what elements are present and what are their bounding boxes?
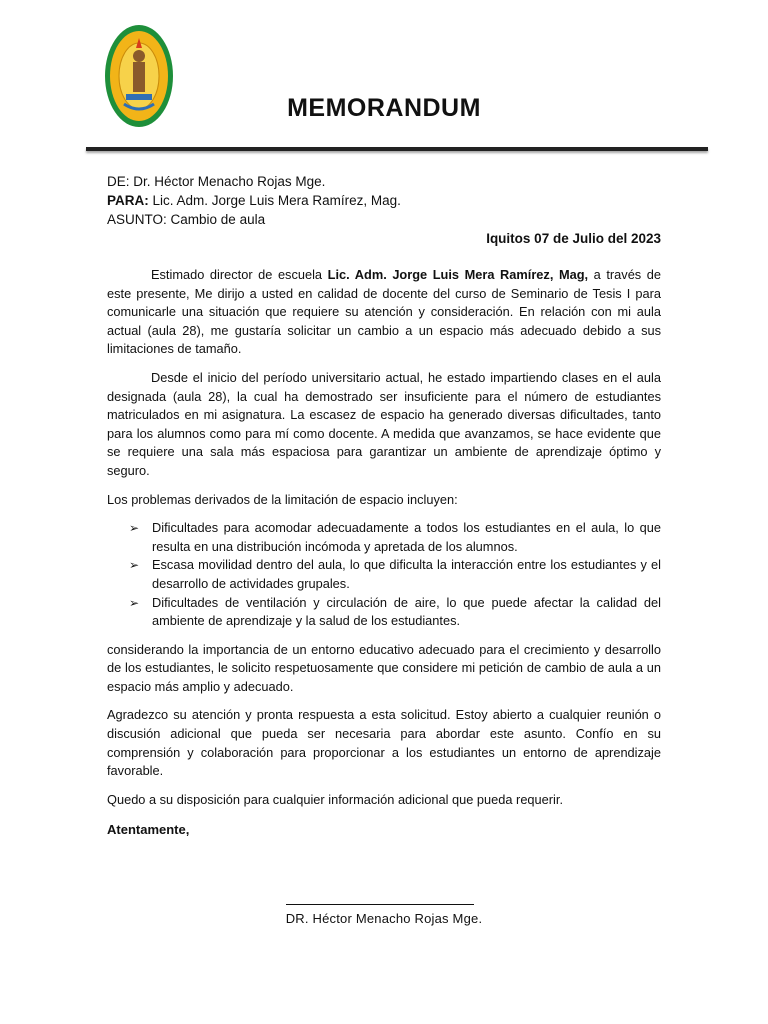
header-rule [86,147,708,151]
list-item-text: Escasa movilidad dentro del aula, lo que dificulta la interacción entre los estudiantes y el desarrollo de actividades grupales. [152,557,661,591]
paragraph-1 [107,266,661,359]
subject-label: ASUNTO: [107,212,167,227]
arrow-bullet-icon: ➢ [129,558,140,573]
to-label: PARA: [107,193,149,208]
recipient-name-bold: Lic. Adm. Jorge Luis Mera Ramírez, Mag, [327,267,589,282]
list-item-text: Dificultades de ventilación y circulación de aire, lo que puede afectar la calidad del ambiente de aprendizaje y la salud de los estudiantes. [152,594,661,629]
subject-line [107,211,265,229]
problems-list [107,519,661,631]
list-item-text: Dificultades para acomodar adecuadamente a todos los estudiantes en el aula, lo que resulta en una distribución incómoda y apretada de los alumnos. [152,520,661,554]
paragraph-2: Desde el inicio del período universitario actual, he estado impartiendo clases en el aula designada (aula 28), la cual ha demostrado ser insuficiente para el número de estudiantes matriculados en mi asignatura. La escasez de espacio ha generado diversas dificultades, tanto para los alumnos como para mí como docente. A medida que avanzamos, se hace evidente que se requiere una sala más espaciosa para garantizar un ambiente de aprendizaje óptimo y seguro. [107,369,661,478]
to-line [107,192,401,210]
list-item [107,556,661,593]
paragraph-1-start: Estimado director de escuela [151,267,328,282]
signature-line [286,904,474,905]
from-value: Dr. Héctor Menacho Rojas Mge. [133,174,326,189]
memo-body [107,266,661,819]
closing-salutation: Atentamente, [107,822,190,837]
subject-value: Cambio de aula [170,212,266,227]
paragraph-4: considerando la importancia de un entorno educativo adecuado para el crecimiento y desarrollo de los estudiantes, le solicito respetuosamente que considere mi petición de cambio de aula a un espacio más amplio y adecuado. [107,641,661,694]
to-value: Lic. Adm. Jorge Luis Mera Ramírez, Mag. [152,193,401,208]
from-line [107,173,325,191]
list-item [107,594,661,631]
memo-title: MEMORANDUM [287,94,481,122]
memo-date: Iquitos 07 de Julio del 2023 [486,231,661,246]
signature-name: DR. Héctor Menacho Rojas Mge. [285,911,483,926]
paragraph-1-rest: a través de este presente, Me dirijo a usted en calidad de docente del curso de Seminario de Tesis I para comunicarle una situación que requiere su atención y consideración. En relación con mi aula actual (aula 28), me gustaría solicitar un cambio a un espacio más adecuado debido a sus limitaciones de tamaño. [107,267,662,357]
from-label: DE: [107,174,130,189]
arrow-bullet-icon: ➢ [129,595,140,610]
arrow-bullet-icon: ➢ [129,521,140,536]
paragraph-5: Agradezco su atención y pronta respuesta a esta solicitud. Estoy abierto a cualquier reunión o discusión adicional que pueda ser necesaria para abordar este asunto. Confío en su comprensión y colaboración para proporcionar a los estudiantes un entorno de aprendizaje favorable. [107,707,661,779]
paragraph-3: Los problemas derivados de la limitación de espacio incluyen: [107,491,458,507]
list-item [107,519,661,556]
paragraph-6: Quedo a su disposición para cualquier información adicional que pueda requerir. [107,791,564,807]
